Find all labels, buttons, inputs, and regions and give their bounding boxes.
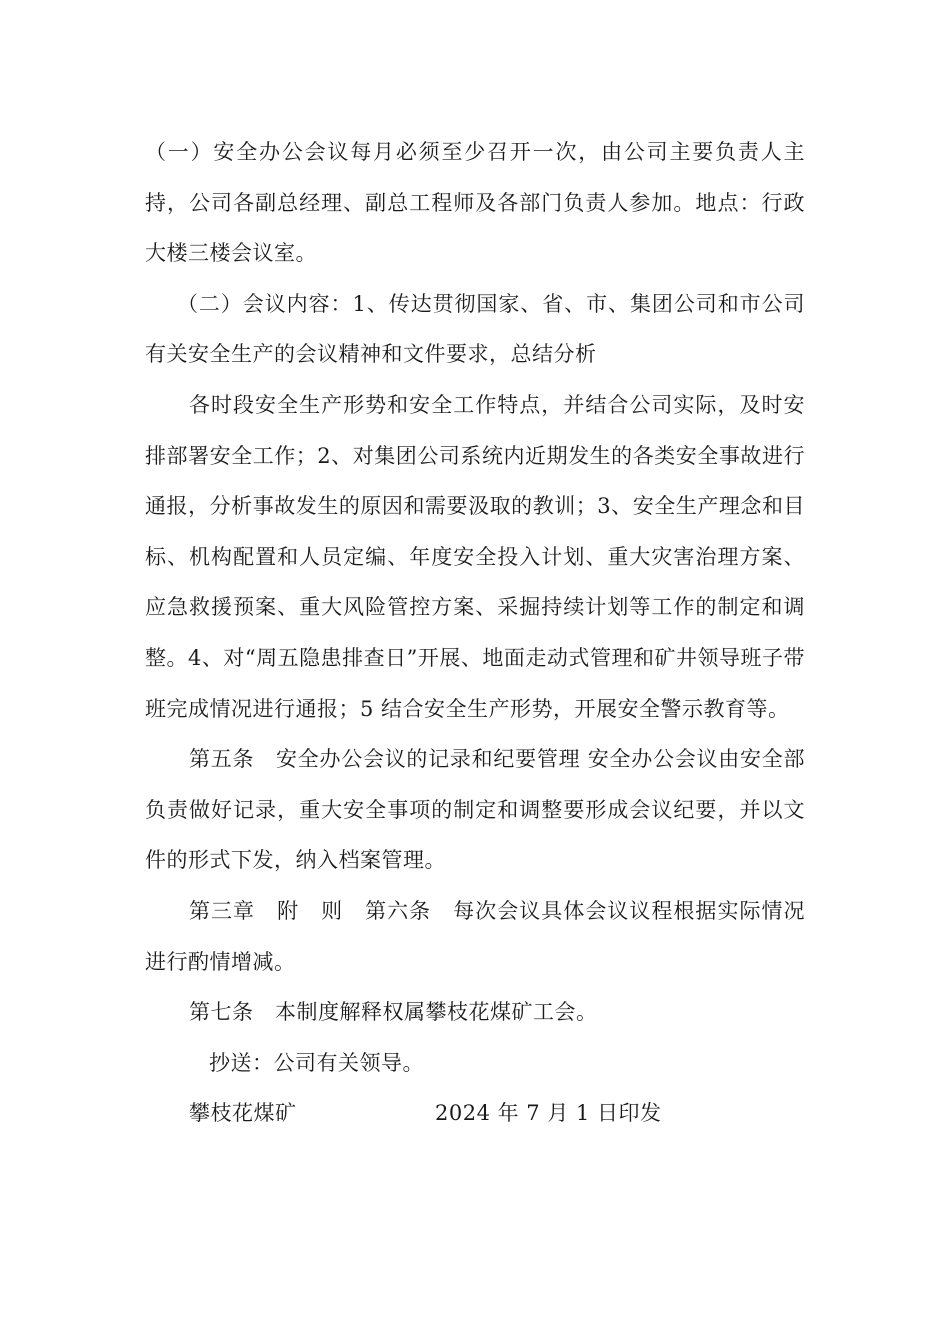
paragraph-meeting-content-intro: （二）会议内容：1、传达贯彻国家、省、市、集团公司和市公司有关安全生产的会议精神和文件要求，总结分析 bbox=[145, 291, 805, 367]
paragraph-cc-line: 抄送：公司有关领导。 bbox=[209, 1050, 424, 1075]
paragraph-article-7: 第七条 本制度解释权属攀枝花煤矿工会。 bbox=[189, 1000, 598, 1025]
paragraph-meeting-content-items: 各时段安全生产形势和安全工作特点，并结合公司实际，及时安排部署安全工作；2、对集团公司系统内近期发生的各类安全事故进行通报，分析事故发生的原因和需要汲取的教训；3、安全生产理念和目标、机构配置和人员定编、年度安全投入计划、重大灾害治理方案、应急救援预案、重大风险管控方案、采掘持续计划等工作的制定和调整。4、对“周五隐患排查日”开展、地面走动式管理和矿井领导班子带班完成情况进行通报；5 结合安全生产形势，开展安全警示教育等。 bbox=[145, 392, 805, 721]
document-body bbox=[145, 127, 805, 1139]
paragraph-article-5: 第五条 安全办公会议的记录和纪要管理 安全办公会议由安全部负责做好记录，重大安全事项的制定和调整要形成会议纪要，并以文件的形式下发，纳入档案管理。 bbox=[145, 747, 805, 873]
signature-date: 2024 年 7 月 1 日印发 bbox=[435, 1101, 662, 1126]
paragraph-meeting-frequency: （一）安全办公会议每月必须至少召开一次，由公司主要负责人主持，公司各副总经理、副总工程师及各部门负责人参加。地点：行政大楼三楼会议室。 bbox=[145, 140, 805, 266]
signature-org: 攀枝花煤矿 bbox=[189, 1101, 297, 1126]
paragraph-chapter-3-article-6: 第三章 附 则 第六条 每次会议具体会议议程根据实际情况进行酌情增减。 bbox=[145, 898, 805, 974]
signature-line bbox=[145, 1088, 805, 1139]
